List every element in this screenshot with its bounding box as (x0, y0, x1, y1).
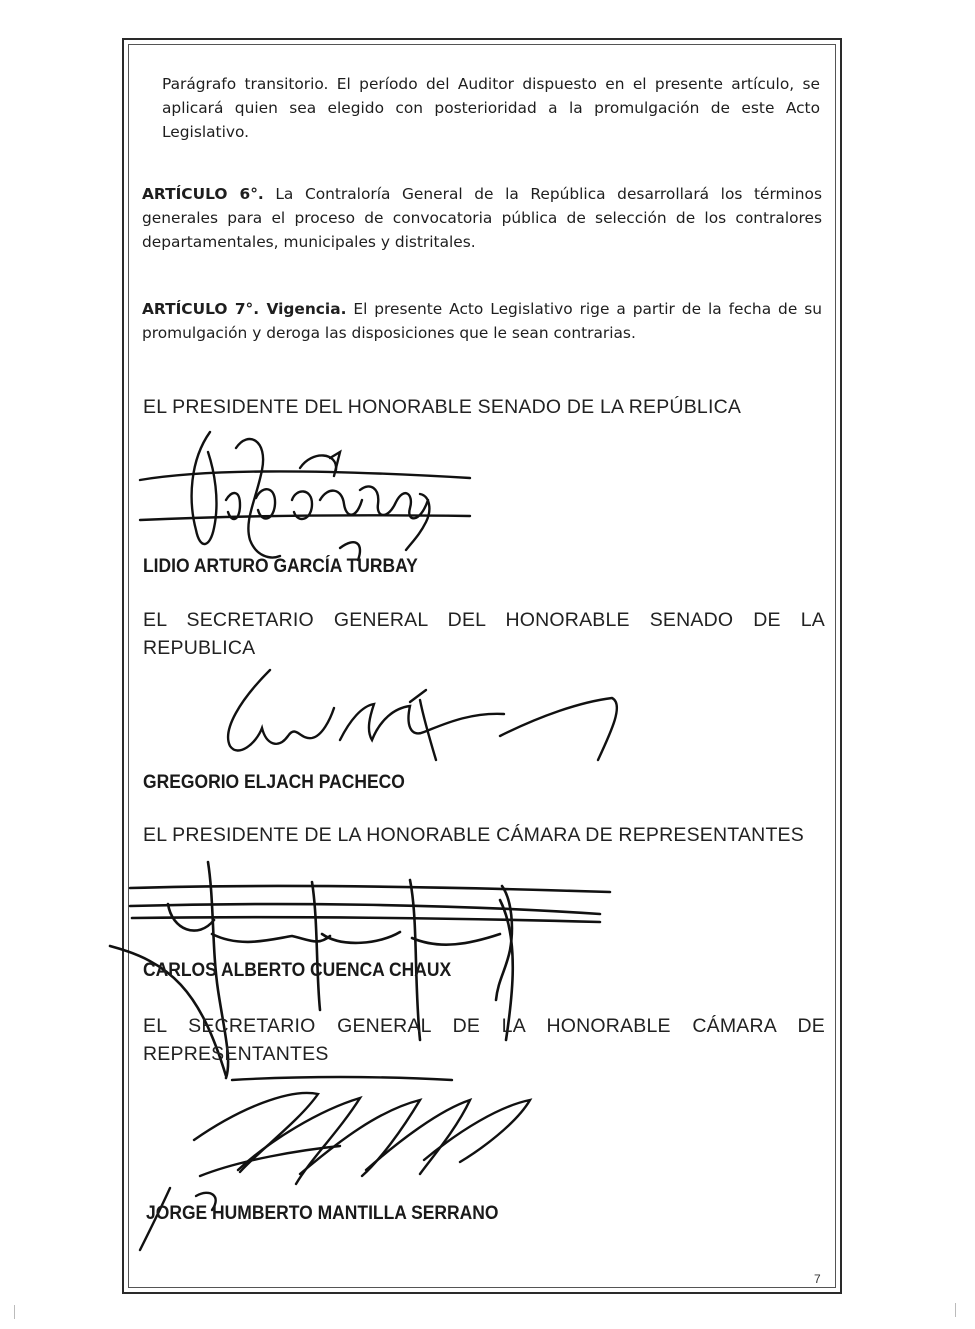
scan-edge-mark-right (955, 1303, 956, 1317)
articulo-6 (142, 182, 822, 254)
articulo-6-text: La Contraloría General de la República desarrollará los términos generales para el proceso de convocatoria pública de selección de los contralores departamentales, municipales y distritales. (142, 185, 822, 251)
articulo-7-heading: ARTÍCULO 7°. Vigencia. (142, 300, 347, 318)
signatory-3-title: EL PRESIDENTE DE LA HONORABLE CÁMARA DE REPRESENTANTES (143, 824, 804, 846)
signatory-2-name: GREGORIO ELJACH PACHECO (143, 772, 405, 793)
signatory-1-name: LIDIO ARTURO GARCÍA TURBAY (143, 556, 418, 577)
signatory-1-title: EL PRESIDENTE DEL HONORABLE SENADO DE LA REPÚBLICA (143, 396, 742, 418)
signatory-4-name: JORGE HUMBERTO MANTILLA SERRANO (146, 1203, 499, 1224)
articulo-7 (142, 297, 822, 345)
articulo-7-text: El presente Acto Legislativo rige a partir de la fecha de su promulgación y deroga las disposiciones que le sean contrarias. (142, 300, 822, 342)
signatory-4-title: EL SECRETARIO GENERAL DE LA HONORABLE CÁMARA DE REPRESENTANTES (143, 1015, 825, 1065)
articulo-6-heading: ARTÍCULO 6°. (142, 185, 264, 203)
paragrafo-transitorio: Parágrafo transitorio. El período del Auditor dispuesto en el presente artículo, se aplicará quien sea elegido con posterioridad a la promulgación de este Acto Legislativo. (162, 75, 820, 141)
signatory-2-title: EL SECRETARIO GENERAL DEL HONORABLE SENADO DE LA REPUBLICA (143, 609, 825, 659)
signatory-3-name: CARLOS ALBERTO CUENCA CHAUX (143, 960, 452, 981)
page-number: 7 (814, 1272, 821, 1286)
scan-edge-mark-left (14, 1305, 15, 1319)
